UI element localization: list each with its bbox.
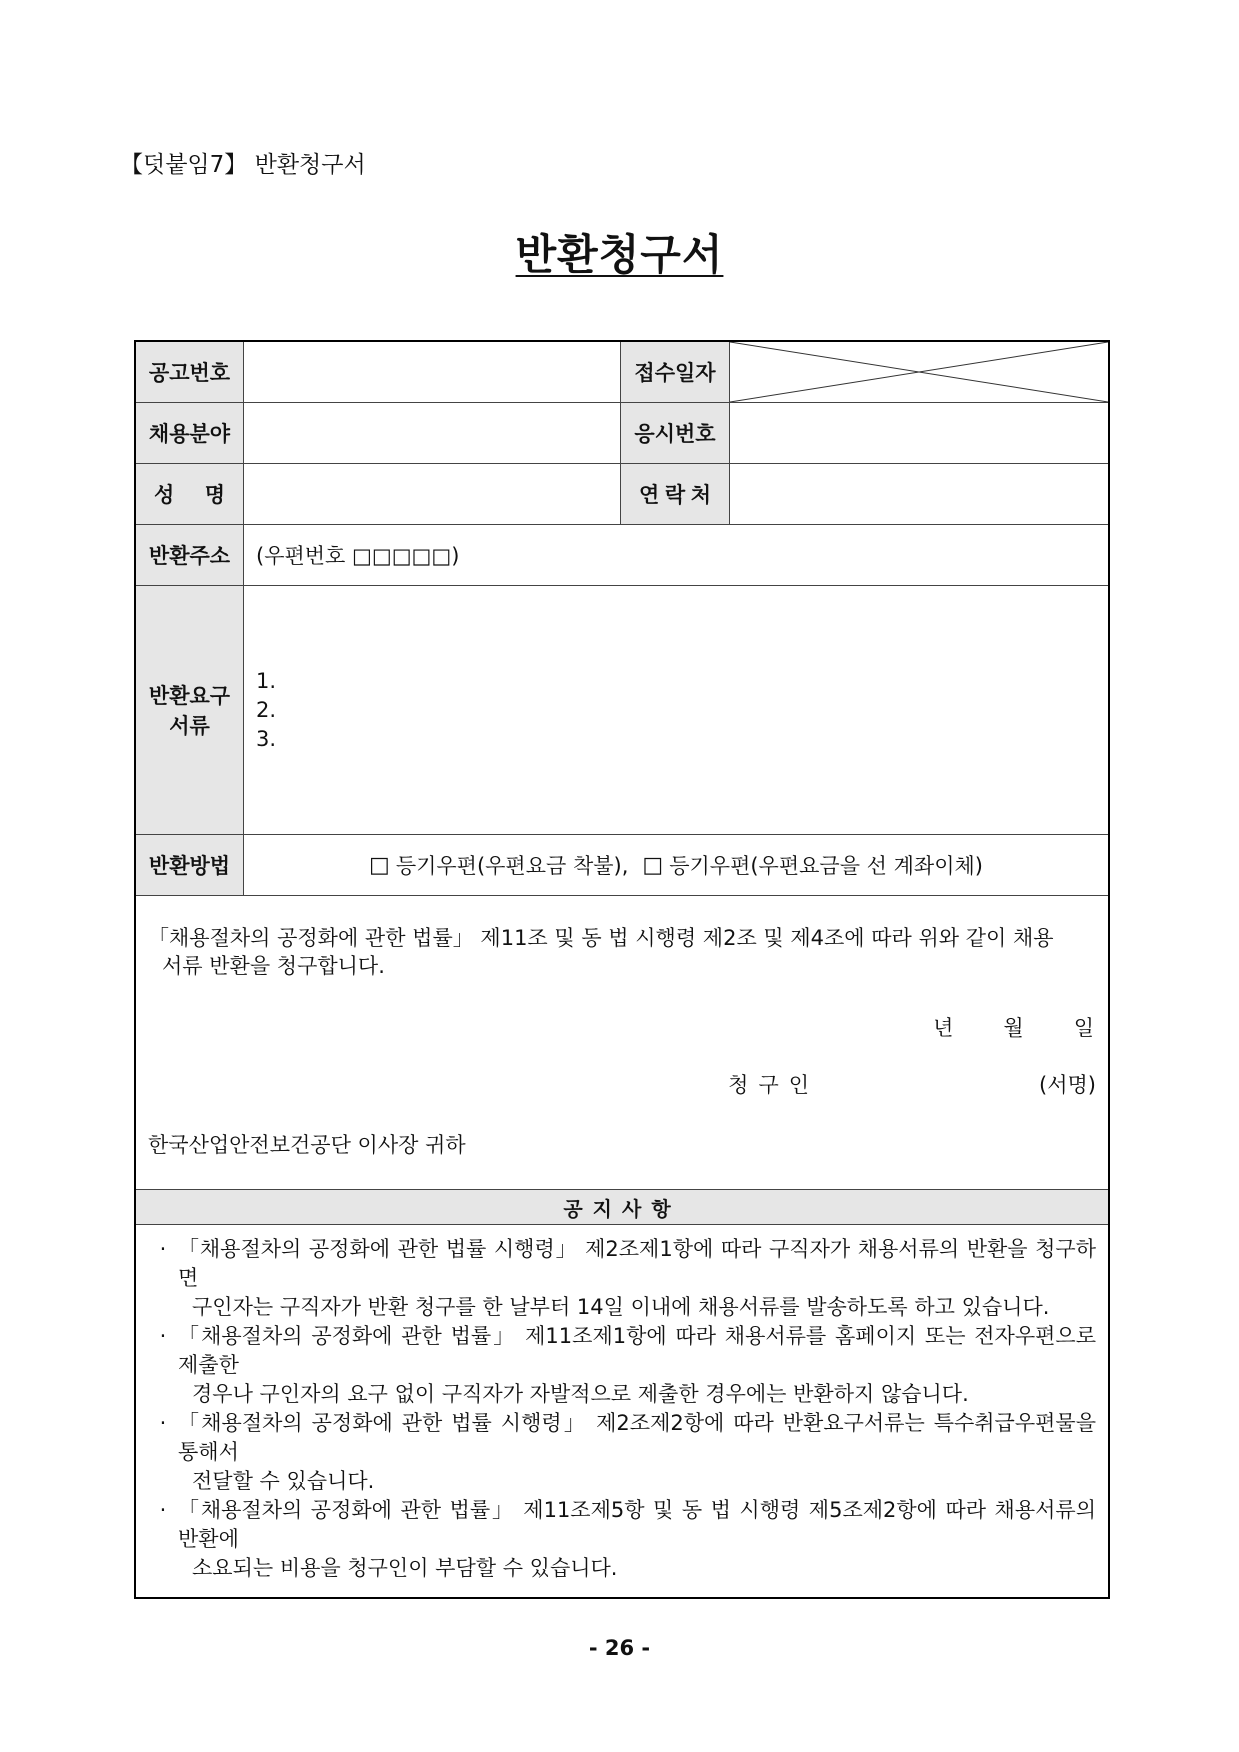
notice-line: 구인자는 구직자가 반환 청구를 한 날부터 14일 이내에 채용서류를 발송하도록 하고 있습니다.: [192, 1295, 1050, 1319]
notice-list: [136, 1225, 1108, 1597]
document-list-item: 3.: [256, 726, 277, 751]
notice-line: 소요되는 비용을 청구인이 부담할 수 있습니다.: [192, 1556, 618, 1580]
notice-header: 공지사항: [136, 1190, 1108, 1225]
signature-label[interactable]: (서명): [1039, 1073, 1096, 1097]
notice-line: 전달할 수 있습니다.: [192, 1469, 375, 1493]
statement-section: [136, 896, 1108, 1190]
notice-line: 「채용절차의 공정화에 관한 법률 시행령」 제2조제2항에 따라 반환요구서류는 특수취급우편물을 통해서: [178, 1411, 1096, 1464]
form-row-return-address: [136, 525, 1108, 586]
option-cod-registered-mail: 등기우편(우편요금 착불),: [395, 854, 629, 878]
label-contact-char: 락: [664, 483, 686, 507]
document-title: 반환청구서: [515, 230, 724, 279]
statement-text: [148, 924, 1096, 980]
field-announcement-number[interactable]: [244, 342, 621, 402]
label-return-address: 반환주소: [136, 525, 244, 585]
bullet-icon: ·: [159, 1324, 167, 1348]
document-title-wrap: [0, 222, 1239, 282]
notice-line: 「채용절차의 공정화에 관한 법률」 제11조제5항 및 동 법 시행령 제5조제2항에 따라 채용서류의 반환에: [178, 1498, 1096, 1551]
date-day-label: 일: [1073, 1016, 1094, 1040]
notice-item: [148, 1322, 1096, 1409]
label-requested-documents-line2: 서류: [169, 714, 210, 738]
checkbox-prepaid-registered-mail[interactable]: □: [642, 852, 664, 878]
label-announcement-number: 공고번호: [136, 342, 244, 402]
field-contact[interactable]: [730, 464, 1108, 524]
return-request-form: [134, 340, 1110, 1599]
field-return-address[interactable]: (우편번호 □□□□□): [256, 544, 460, 568]
label-name-char: 명: [204, 483, 225, 507]
form-row-return-method: [136, 835, 1108, 896]
form-grid: [136, 342, 1108, 1597]
bullet-icon: ·: [159, 1411, 167, 1435]
notice-line: 경우나 구인자의 요구 없이 구직자가 자발적으로 제출한 경우에는 반환하지 않습니다.: [192, 1382, 969, 1406]
return-method-options: [244, 835, 1108, 895]
addressee: 한국산업안전보건공단 이사장 귀하: [148, 1133, 466, 1157]
field-requested-documents[interactable]: [244, 586, 1108, 834]
statement-line: 서류 반환을 청구합니다.: [162, 954, 385, 978]
label-name: [136, 464, 244, 524]
field-recruit-field[interactable]: [244, 403, 621, 463]
label-name-char: 성: [154, 483, 175, 507]
field-exam-number[interactable]: [730, 403, 1108, 463]
cross-out-mark: [730, 342, 1108, 402]
date-month-label: 월: [1003, 1016, 1024, 1040]
checkbox-cod-registered-mail[interactable]: □: [369, 852, 390, 878]
page-number: - 26 -: [588, 1636, 651, 1660]
label-contact: [621, 464, 730, 524]
claimant-label: 청구인: [728, 1073, 820, 1097]
notice-item: [148, 1409, 1096, 1496]
label-requested-documents-line1: 반환요구: [148, 684, 231, 708]
notice-line: 「채용절차의 공정화에 관한 법률 시행령」 제2조제1항에 따라 구직자가 채용서류의 반환을 청구하면: [178, 1237, 1096, 1290]
label-exam-number: 응시번호: [621, 403, 730, 463]
document-list-item: 1.: [256, 668, 277, 693]
notice-line: 「채용절차의 공정화에 관한 법률」 제11조제1항에 따라 채용서류를 홈페이지 또는 전자우편으로 제출한: [178, 1324, 1096, 1377]
date-year-label: 년: [933, 1016, 954, 1040]
label-contact-char: 처: [690, 483, 711, 507]
field-name[interactable]: [244, 464, 621, 524]
bullet-icon: ·: [159, 1498, 167, 1522]
form-row-name: [136, 464, 1108, 525]
form-row-requested-documents: [136, 586, 1108, 835]
form-row-notice-number: [136, 342, 1108, 403]
field-received-date-crossed: [730, 342, 1108, 402]
statement-line: 「채용절차의 공정화에 관한 법률」 제11조 및 동 법 시행령 제2조 및 제4조에 따라 위와 같이 채용: [148, 926, 1054, 950]
notice-item: [148, 1496, 1096, 1583]
attachment-label: 【덧붙임7】 반환청구서: [120, 152, 366, 178]
label-received-date: 접수일자: [621, 342, 730, 402]
signature-line: [148, 1069, 1096, 1099]
label-requested-documents: [136, 586, 244, 834]
notice-item: [148, 1235, 1096, 1322]
bullet-icon: ·: [159, 1237, 167, 1261]
label-recruit-field: 채용분야: [136, 403, 244, 463]
document-list-item: 2.: [256, 697, 277, 722]
label-return-method: 반환방법: [136, 835, 244, 895]
date-line: [148, 1012, 1096, 1042]
form-row-field: [136, 403, 1108, 464]
option-prepaid-registered-mail: 등기우편(우편요금을 선 계좌이체): [669, 854, 983, 878]
label-contact-char: 연: [639, 483, 660, 507]
